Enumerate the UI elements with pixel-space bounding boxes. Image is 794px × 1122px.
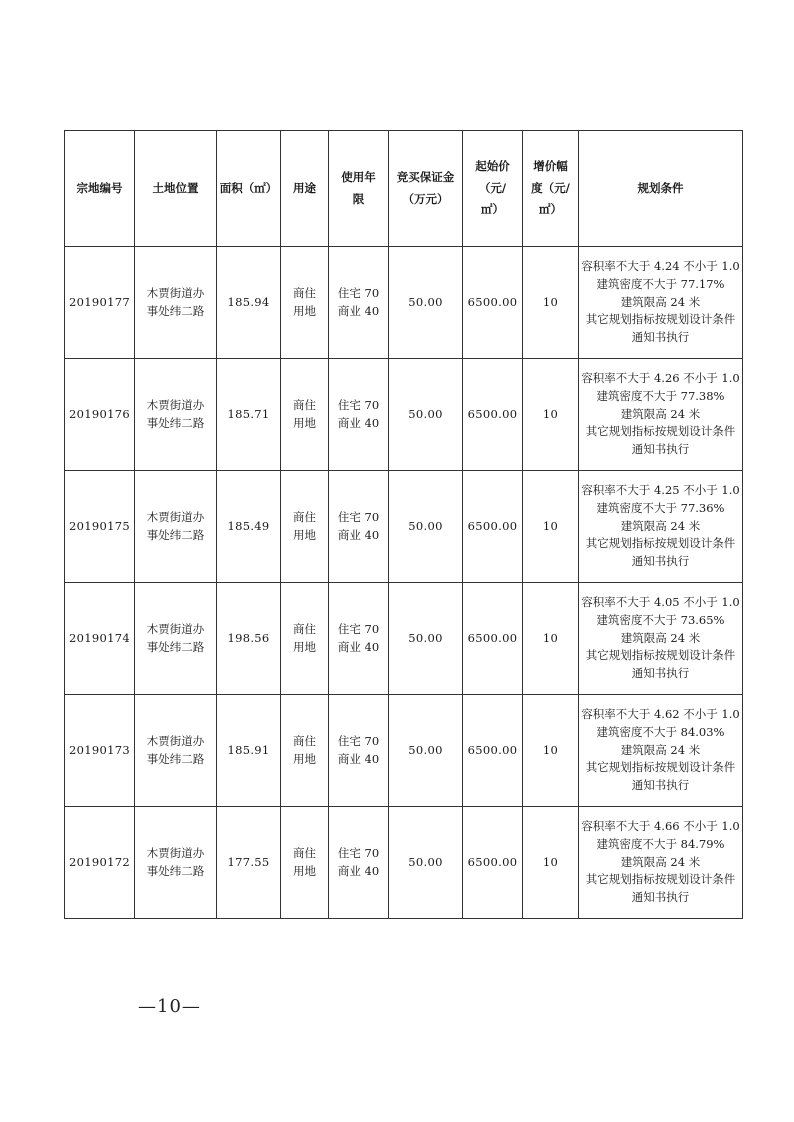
- term-cell-line: 住宅 70: [337, 733, 380, 748]
- location-cell-line: 木贾街道办: [146, 621, 205, 636]
- term-cell: [329, 247, 389, 359]
- land-parcel-table: [64, 130, 743, 919]
- location-cell: [135, 807, 217, 919]
- planning-conditions-cell-line: 其它规划指标按规划设计条件: [585, 424, 736, 439]
- increment-cell: 10: [523, 583, 579, 695]
- planning-conditions-cell-line: 建筑密度不大于 84.03%: [596, 724, 725, 739]
- area-cell: 185.71: [217, 359, 281, 471]
- header-planning-conditions: 规划条件: [579, 131, 743, 247]
- area-cell: 185.94: [217, 247, 281, 359]
- planning-conditions-cell-line: 通知书执行: [631, 778, 690, 793]
- location-cell-line: 木贾街道办: [146, 285, 205, 300]
- area-cell: 185.49: [217, 471, 281, 583]
- table-row: [65, 247, 743, 359]
- parcel-id-cell: 20190176: [65, 359, 135, 471]
- planning-conditions-cell-line: 建筑限高 24 米: [620, 406, 701, 421]
- planning-conditions-cell: [579, 471, 743, 583]
- parcel-id-cell: 20190172: [65, 807, 135, 919]
- use-cell: [281, 695, 329, 807]
- location-cell-line: 木贾街道办: [146, 733, 205, 748]
- location-cell-line: 事处纬二路: [146, 751, 205, 766]
- planning-conditions-cell-line: 容积率不大于 4.26 不小于 1.0: [581, 370, 740, 385]
- planning-conditions-cell-line: 建筑密度不大于 84.79%: [596, 836, 725, 851]
- header-location: 土地位置: [135, 131, 217, 247]
- header-parcel-id: 宗地编号: [65, 131, 135, 247]
- header-term: 使用年 限: [329, 131, 389, 247]
- term-cell-line: 商业 40: [337, 751, 380, 766]
- planning-conditions-cell-line: 其它规划指标按规划设计条件: [585, 648, 736, 663]
- location-cell-line: 事处纬二路: [146, 303, 205, 318]
- deposit-cell: 50.00: [389, 471, 463, 583]
- deposit-cell: 50.00: [389, 359, 463, 471]
- increment-cell: 10: [523, 247, 579, 359]
- planning-conditions-cell-line: 其它规划指标按规划设计条件: [585, 872, 736, 887]
- area-cell: 185.91: [217, 695, 281, 807]
- increment-cell: 10: [523, 695, 579, 807]
- planning-conditions-cell-line: 容积率不大于 4.25 不小于 1.0: [581, 482, 740, 497]
- planning-conditions-cell-line: 其它规划指标按规划设计条件: [585, 536, 736, 551]
- deposit-cell: 50.00: [389, 807, 463, 919]
- use-cell: [281, 583, 329, 695]
- use-cell-line: 用地: [293, 863, 316, 878]
- header-use: 用途: [281, 131, 329, 247]
- parcel-id-cell: 20190173: [65, 695, 135, 807]
- use-cell-line: 商住: [293, 285, 316, 300]
- planning-conditions-cell-line: 容积率不大于 4.66 不小于 1.0: [581, 818, 740, 833]
- location-cell-line: 木贾街道办: [146, 509, 205, 524]
- location-cell-line: 事处纬二路: [146, 415, 205, 430]
- parcel-id-cell: 20190175: [65, 471, 135, 583]
- increment-cell: 10: [523, 807, 579, 919]
- planning-conditions-cell-line: 通知书执行: [631, 666, 690, 681]
- location-cell-line: 事处纬二路: [146, 527, 205, 542]
- table-row: [65, 471, 743, 583]
- planning-conditions-cell-line: 其它规划指标按规划设计条件: [585, 760, 736, 775]
- location-cell: [135, 247, 217, 359]
- location-cell-line: 木贾街道办: [146, 397, 205, 412]
- planning-conditions-cell-line: 通知书执行: [631, 890, 690, 905]
- location-cell: [135, 583, 217, 695]
- use-cell: [281, 359, 329, 471]
- start-price-cell: 6500.00: [463, 471, 523, 583]
- increment-cell: 10: [523, 359, 579, 471]
- start-price-cell: 6500.00: [463, 695, 523, 807]
- header-deposit: 竞买保证金 （万元）: [389, 131, 463, 247]
- parcel-id-cell: 20190174: [65, 583, 135, 695]
- term-cell-line: 住宅 70: [337, 509, 380, 524]
- start-price-cell: 6500.00: [463, 359, 523, 471]
- planning-conditions-cell-line: 建筑限高 24 米: [620, 854, 701, 869]
- planning-conditions-cell: [579, 583, 743, 695]
- use-cell-line: 用地: [293, 303, 316, 318]
- table-row: [65, 695, 743, 807]
- table-row: [65, 583, 743, 695]
- header-increment: 增价幅 度（元/ ㎡）: [523, 131, 579, 247]
- use-cell-line: 商住: [293, 733, 316, 748]
- term-cell-line: 住宅 70: [337, 285, 380, 300]
- page-number: —10—: [138, 996, 201, 1017]
- deposit-cell: 50.00: [389, 695, 463, 807]
- deposit-cell: 50.00: [389, 247, 463, 359]
- term-cell: [329, 471, 389, 583]
- planning-conditions-cell: [579, 807, 743, 919]
- parcel-id-cell: 20190177: [65, 247, 135, 359]
- planning-conditions-cell: [579, 359, 743, 471]
- location-cell-line: 事处纬二路: [146, 863, 205, 878]
- use-cell-line: 用地: [293, 639, 316, 654]
- use-cell: [281, 471, 329, 583]
- location-cell: [135, 359, 217, 471]
- term-cell: [329, 807, 389, 919]
- planning-conditions-cell-line: 建筑限高 24 米: [620, 742, 701, 757]
- table-row: [65, 359, 743, 471]
- start-price-cell: 6500.00: [463, 247, 523, 359]
- term-cell-line: 商业 40: [337, 863, 380, 878]
- term-cell: [329, 359, 389, 471]
- table-row: [65, 807, 743, 919]
- start-price-cell: 6500.00: [463, 807, 523, 919]
- term-cell-line: 商业 40: [337, 639, 380, 654]
- planning-conditions-cell-line: 建筑限高 24 米: [620, 294, 701, 309]
- planning-conditions-cell: [579, 247, 743, 359]
- table-header-row: [65, 131, 743, 247]
- location-cell-line: 事处纬二路: [146, 639, 205, 654]
- term-cell-line: 住宅 70: [337, 621, 380, 636]
- term-cell-line: 商业 40: [337, 303, 380, 318]
- use-cell-line: 商住: [293, 397, 316, 412]
- planning-conditions-cell-line: 容积率不大于 4.05 不小于 1.0: [581, 594, 740, 609]
- deposit-cell: 50.00: [389, 583, 463, 695]
- term-cell-line: 住宅 70: [337, 397, 380, 412]
- location-cell: [135, 471, 217, 583]
- planning-conditions-cell-line: 建筑限高 24 米: [620, 518, 701, 533]
- term-cell-line: 商业 40: [337, 527, 380, 542]
- planning-conditions-cell-line: 建筑密度不大于 77.17%: [596, 276, 725, 291]
- planning-conditions-cell-line: 通知书执行: [631, 554, 690, 569]
- planning-conditions-cell-line: 建筑密度不大于 77.36%: [596, 500, 725, 515]
- start-price-cell: 6500.00: [463, 583, 523, 695]
- use-cell-line: 用地: [293, 415, 316, 430]
- header-start-price: 起始价 （元/ ㎡）: [463, 131, 523, 247]
- use-cell: [281, 807, 329, 919]
- use-cell-line: 商住: [293, 509, 316, 524]
- planning-conditions-cell-line: 建筑密度不大于 77.38%: [596, 388, 725, 403]
- use-cell-line: 用地: [293, 527, 316, 542]
- term-cell-line: 商业 40: [337, 415, 380, 430]
- planning-conditions-cell-line: 通知书执行: [631, 442, 690, 457]
- planning-conditions-cell-line: 建筑密度不大于 73.65%: [596, 612, 725, 627]
- use-cell-line: 用地: [293, 751, 316, 766]
- area-cell: 198.56: [217, 583, 281, 695]
- location-cell-line: 木贾街道办: [146, 845, 205, 860]
- term-cell: [329, 583, 389, 695]
- use-cell: [281, 247, 329, 359]
- term-cell: [329, 695, 389, 807]
- use-cell-line: 商住: [293, 621, 316, 636]
- planning-conditions-cell-line: 其它规划指标按规划设计条件: [585, 312, 736, 327]
- header-area: 面积（㎡）: [217, 131, 281, 247]
- location-cell: [135, 695, 217, 807]
- planning-conditions-cell-line: 容积率不大于 4.62 不小于 1.0: [581, 706, 740, 721]
- area-cell: 177.55: [217, 807, 281, 919]
- planning-conditions-cell: [579, 695, 743, 807]
- increment-cell: 10: [523, 471, 579, 583]
- planning-conditions-cell-line: 容积率不大于 4.24 不小于 1.0: [581, 258, 740, 273]
- planning-conditions-cell-line: 建筑限高 24 米: [620, 630, 701, 645]
- term-cell-line: 住宅 70: [337, 845, 380, 860]
- planning-conditions-cell-line: 通知书执行: [631, 330, 690, 345]
- use-cell-line: 商住: [293, 845, 316, 860]
